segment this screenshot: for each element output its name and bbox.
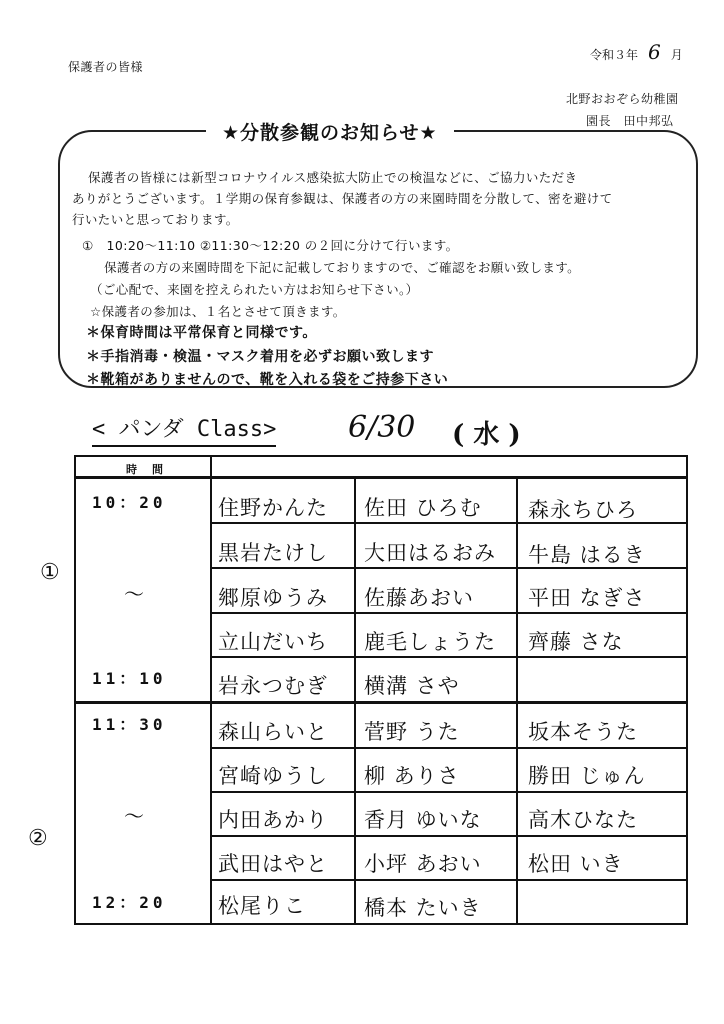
notice-line: 保護者の方の来園時間を下記に記載しておりますので、ご確認をお願い致します。 — [104, 260, 581, 275]
child-name: 森山らいと — [218, 720, 328, 744]
child-name: 松尾りこ — [218, 894, 306, 918]
date-month: 6 — [648, 40, 661, 64]
child-name: 松田 いき — [528, 852, 624, 876]
session-2-start-time: 11：30 — [92, 715, 167, 734]
child-name: 岩永つむぎ — [218, 674, 328, 698]
child-name: 横溝 さや — [364, 674, 460, 698]
session-2-end-time: 12：20 — [92, 893, 167, 912]
notice-rule: ＊靴箱がありませんので、靴を入れる袋をご持参下さい — [86, 372, 449, 388]
time-column-header: 時 間 — [126, 463, 165, 476]
row-divider — [210, 747, 688, 749]
visit-date: 6/30 — [348, 410, 416, 445]
child-name: 柳 ありさ — [364, 764, 460, 788]
date-prefix: 令和３年 — [590, 48, 639, 62]
session-1-range-mark: 〜 — [124, 582, 144, 606]
child-name: 大田はるおみ — [364, 541, 496, 565]
session-2-range-mark: 〜 — [124, 804, 144, 828]
addressee: 保護者の皆様 — [68, 60, 144, 74]
table-header-divider — [74, 476, 688, 479]
notice-rule: ＊保育時間は平常保育と同様です。 — [86, 325, 317, 341]
session-1-start-time: 10：20 — [92, 493, 167, 512]
session-1-end-time: 11：10 — [92, 669, 167, 688]
session-divider — [74, 701, 688, 704]
child-name: 橋本 たいき — [364, 896, 482, 920]
school-name: 北野おおぞら幼稚園 — [566, 92, 679, 106]
row-divider — [210, 879, 688, 881]
notice-line: 行いたいと思っております。 — [72, 212, 239, 227]
visit-day: ( 水 ) — [452, 420, 521, 450]
session-1-number: ① — [40, 560, 60, 585]
child-name: 齊藤 さな — [528, 630, 624, 654]
notice-line: （ご心配で、来園を控えられたい方はお知らせ下さい。） — [90, 282, 419, 297]
child-name: 住野かんた — [218, 496, 328, 520]
child-name: 勝田 じゅん — [528, 764, 646, 788]
notice-line: ありがとうございます。１学期の保育参観は、保護者の方の来園時間を分散して、密を避けて — [72, 191, 613, 206]
row-divider — [210, 835, 688, 837]
notice-line: ① 10:20〜11:10 ②11:30〜12:20 の２回に分けて行います。 — [82, 238, 459, 253]
child-name: 黒岩たけし — [218, 541, 328, 565]
class-name-underline — [92, 445, 276, 447]
child-name: 高木ひなた — [528, 808, 638, 832]
principal-name: 園長 田中邦弘 — [586, 114, 674, 128]
child-name: 鹿毛しょうた — [364, 630, 496, 654]
child-name: 香月 ゆいな — [364, 808, 482, 832]
child-name: 武田はやと — [218, 852, 328, 876]
time-column-divider — [210, 455, 212, 925]
child-name: 郷原ゆうみ — [218, 586, 328, 610]
child-name: 内田あかり — [218, 808, 328, 832]
notice-title: ★分散参観のお知らせ★ — [206, 118, 454, 145]
row-divider — [210, 791, 688, 793]
class-name — [92, 412, 276, 443]
child-name: 牛島 はるき — [528, 543, 646, 567]
child-name: 佐藤あおい — [364, 586, 474, 610]
row-divider — [210, 612, 688, 614]
child-name: 菅野 うた — [364, 720, 460, 744]
child-name: 坂本そうた — [528, 720, 638, 744]
notice-rule: ＊手指消毒・検温・マスク着用を必ずお願い致します — [86, 349, 434, 365]
child-name: 宮崎ゆうし — [218, 764, 328, 788]
child-name: 佐田 ひろむ — [364, 496, 482, 520]
child-name: 立山だいち — [218, 630, 328, 654]
issue-date — [590, 40, 683, 64]
child-name: 小坪 あおい — [364, 852, 482, 876]
session-2-number: ② — [28, 826, 48, 851]
class-name-text: < パンダ Class> — [92, 417, 277, 442]
date-suffix: 月 — [670, 48, 683, 62]
notice-line: ☆保護者の参加は、１名とさせて頂きます。 — [90, 304, 346, 319]
row-divider — [210, 656, 688, 658]
child-name: 森永ちひろ — [528, 498, 638, 522]
notice-line: 保護者の皆様には新型コロナウイルス感染拡大防止での検温などに、ご協力いただき — [88, 170, 578, 185]
child-name: 平田 なぎさ — [528, 586, 646, 610]
